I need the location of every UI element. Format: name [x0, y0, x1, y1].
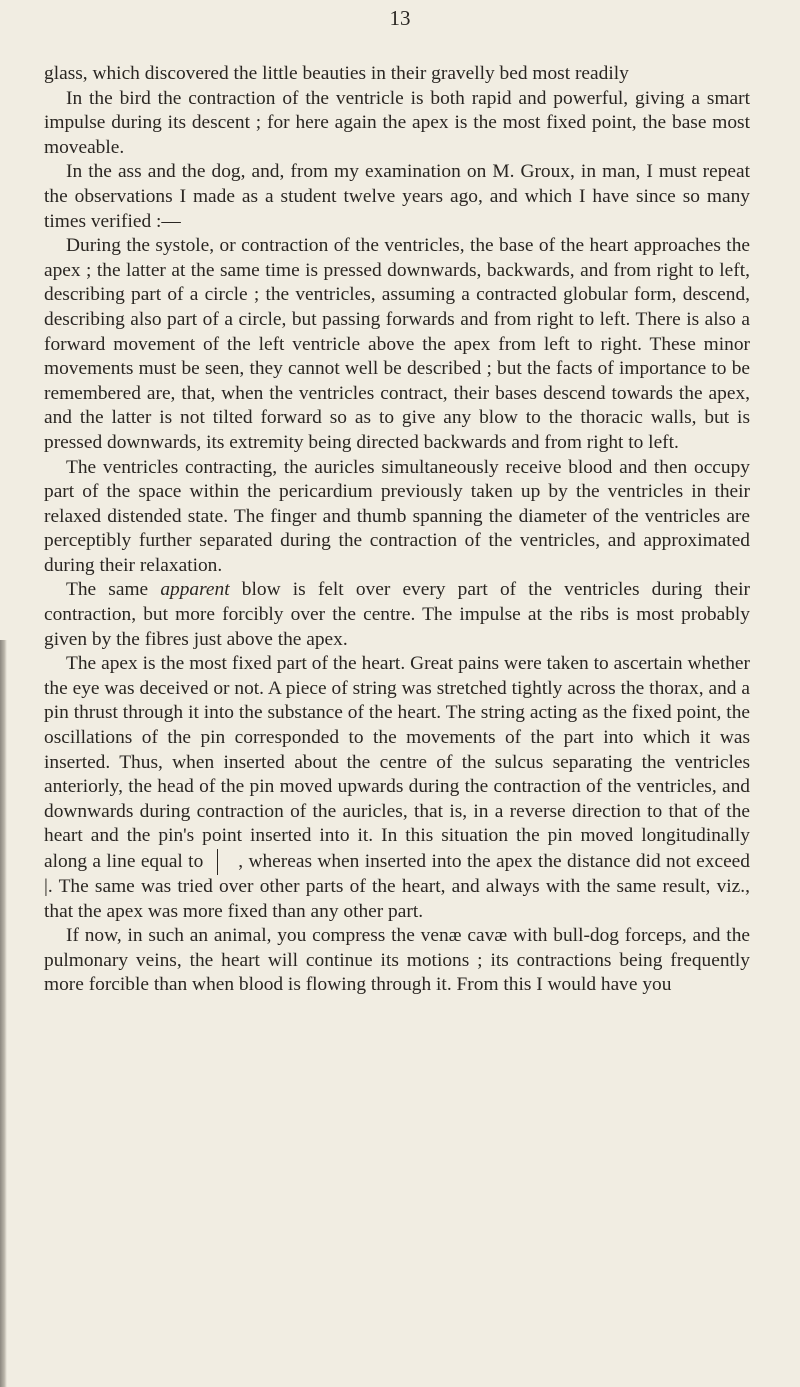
paragraph-6-before: The same: [66, 579, 161, 601]
paragraph-1: glass, which discovered the little beauties in their gravelly bed most readily: [44, 63, 629, 84]
paragraph-7-end: . The same was tried over other parts of the heart, and always with the same result, viz., that the apex was more fixed than any other part.: [44, 876, 750, 922]
paragraph-7-middle: , whereas when inserted into the apex the distance did not exceed: [238, 851, 750, 872]
measurement-line-figure: [217, 849, 232, 875]
paragraph-5: The ventricles contracting, the auricles simultaneously receive blood and then occupy part of the space within the pericardium previously taken up by the ventricles in their relaxed distended state. The finger and thumb spanning the diameter of the ventricles are perceptibly further separated during the contraction of the ventricles, and approximated during their relaxation.: [44, 456, 750, 576]
page-number: 13: [389, 6, 411, 30]
paragraph-2: In the bird the contraction of the ventricle is both rapid and powerful, giving a smart impulse during its descent ; for here again the apex is the most fixed point, the base most moveable.: [44, 87, 750, 158]
paragraph-3: In the ass and the dog, and, from my examination on M. Groux, in man, I must repeat the observations I made as a student twelve years ago, and which I have since so many times verified :—: [44, 161, 750, 232]
paragraph-6-emphasis: apparent: [160, 579, 230, 601]
paragraph-7: [44, 652, 750, 924]
small-measurement-mark: |: [44, 876, 48, 897]
paragraph-8: If now, in such an animal, you compress the venæ cavæ with bull-dog forceps, and the pulmonary veins, the heart will continue its motions ; its contractions being frequently more forcible than when blood is flowing through it. From this I would have you: [44, 925, 750, 996]
body-text: [44, 62, 750, 998]
paragraph-7-main: The apex is the most fixed part of the heart. Great pains were taken to ascertain whether the eye was deceived or not. A piece of string was stretched tightly across the thorax, and a pin thrust through it into the substance of the heart. The string acting as the fixed point, the oscillations of the pin corresponded to the movements of the part into which it was inserted. Thus, when inserted about the centre of the sulcus separating the ventricles anteriorly, the head of the pin moved upwards during the contraction of the ventricles, and downwards during contraction of the auricles, that is, in a reverse direction to that of the heart and the pin's point inserted into it. In this situation the pin moved longitudinally along a line equal to: [44, 653, 750, 872]
page-spine-shadow: [0, 640, 7, 1387]
paragraph-4: During the systole, or contraction of the ventricles, the base of the heart approaches the apex ; the latter at the same time is pressed downwards, backwards, and from right to left, describing part of a circle ; the ventricles, assuming a contracted globular form, descend, describing also part of a circle, but passing forwards and from right to left. There is also a forward movement of the left ventricle above the apex from left to right. These minor movements must be seen, they cannot well be described ; but the facts of importance to be remembered are, that, when the ventricles contract, their bases descend towards the apex, and the latter is not tilted forward so as to give any blow to the thoracic walls, but is pressed downwards, its extremity being directed backwards and from right to left.: [44, 235, 750, 453]
paragraph-6: [44, 578, 750, 652]
paragraph-6-after: blow is felt over every part of the ventricles during their contraction, but more forcibly over the centre. The impulse at the ribs is most probably given by the fibres just above the apex.: [44, 579, 751, 650]
